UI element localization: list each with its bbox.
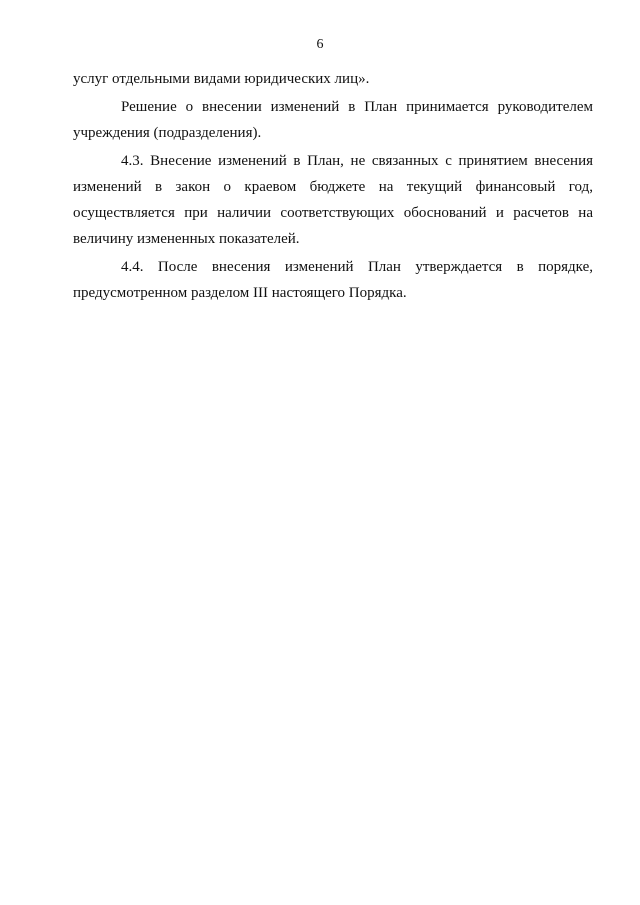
text-line: 4.4. После внесения изменений План утверждается в порядке, [121, 259, 593, 275]
document-body [73, 66, 593, 306]
paragraph-4-4 [73, 254, 593, 306]
text-line: предусмотренном разделом III настоящего Порядка. [73, 285, 407, 301]
text-line: Решение о внесении изменений в План принимается руководителем [121, 99, 593, 115]
paragraph-continuation [73, 66, 593, 92]
paragraph-decision [73, 94, 593, 146]
text-line: изменений в закон о краевом бюджете на текущий финансовый год, [73, 179, 593, 195]
text-line: 4.3. Внесение изменений в План, не связанных с принятием внесения [121, 153, 593, 169]
page-number: 6 [316, 37, 324, 52]
text-line: учреждения (подразделения). [73, 125, 262, 141]
text-line: услуг отдельными видами юридических лиц». [73, 71, 370, 87]
paragraph-4-3 [73, 148, 593, 252]
text-line: величину измененных показателей. [73, 231, 300, 247]
text-line: осуществляется при наличии соответствующих обоснований и расчетов на [73, 205, 593, 221]
